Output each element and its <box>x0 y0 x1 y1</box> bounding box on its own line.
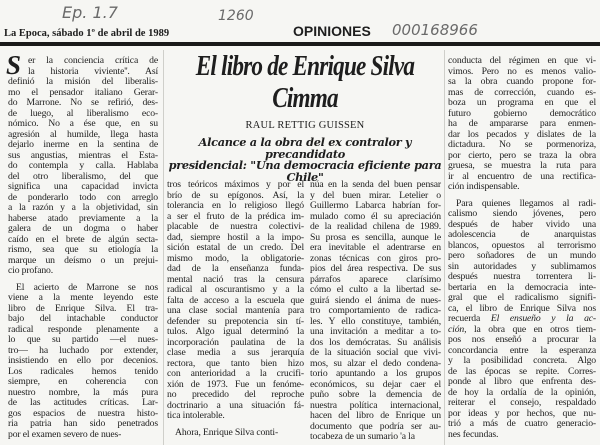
text-line: Para quienes llegamos al radi- <box>456 197 596 209</box>
text-line: era inevitable el adentrarse en <box>310 242 441 253</box>
text-line: incorporación paulatina de la <box>167 336 304 348</box>
text-line: definió la misión del liberalis- <box>8 76 158 87</box>
text-line: y la posibilidad concreta. Algo <box>448 355 596 366</box>
text-line: guirá siendo el ánima de nues- <box>310 294 441 306</box>
text-line: radical responde plenamente a <box>8 323 158 335</box>
column-divider <box>163 50 164 445</box>
text-line: de hoy la ordalía de la opinión, <box>448 386 596 398</box>
text-line: clase media a sus jerarquía <box>167 347 304 358</box>
text-segment: recuerda <box>448 313 491 324</box>
text-column-4 <box>448 56 596 440</box>
text-line: calismo siendo jóvenes, pero <box>448 208 596 219</box>
text-line: tros teóricos máximos y por el <box>167 179 304 190</box>
handwritten-scribble: Ep. 1.7 <box>62 3 118 22</box>
text-line: agresión al humilde, llega hasta <box>8 128 158 140</box>
text-line: nuestra política internacional, <box>310 399 441 411</box>
text-line: El acierto de Marrone se nos <box>16 281 158 293</box>
text-line: ha de ampararse para enmen- <box>448 118 596 129</box>
text-line: zonas técnicas con giros pro- <box>310 252 441 264</box>
text-line: nuestro nombre, la más pura <box>8 386 158 398</box>
text-line: doctrinario a una situación fá- <box>167 399 304 411</box>
text-column-3 <box>310 180 441 443</box>
text-line: vimos. Pero no es menos valio- <box>448 65 596 77</box>
text-line: ir al encuentro de una rectifica- <box>448 170 596 182</box>
title-line: El libro de Enrique Silva <box>195 50 415 82</box>
text-line: párrafos aparece clarísimo <box>310 273 441 285</box>
text-line: gos espacios de nuestra histo- <box>8 407 158 419</box>
text-line: puño sobre la demencia de <box>310 389 441 400</box>
handwritten-number: 1260 <box>218 8 254 24</box>
text-line: rectora, que tanto bien hizo <box>167 357 304 369</box>
text-line: de las actitudes críticas. Lar- <box>8 397 158 408</box>
byline: RAUL RETTIG GUISSEN <box>245 120 365 131</box>
text-line: significa una capacidad invicta <box>8 181 158 192</box>
text-line: Ahora, Enrique Silva conti- <box>175 426 279 438</box>
text-line: después de haber vivido una <box>448 218 596 230</box>
text-line: a la razón y a la objetividad, sin <box>8 202 158 213</box>
text-line: ción indispensable. <box>448 181 520 192</box>
text-line: documento que podría ser au- <box>310 420 441 432</box>
text-line: por ideas y por hechos, que nu- <box>448 407 596 419</box>
text-line: lo que su partido —el nues- <box>8 334 158 345</box>
header-rule <box>0 42 600 46</box>
text-segment: la obra que en otros tiem- <box>466 323 596 335</box>
text-line: rismo, sea que su etiología la <box>8 244 158 255</box>
text-line: núa en la senda del buen pensar <box>310 179 441 190</box>
text-line: ria patria han sido penetrados <box>8 418 158 429</box>
text-line: después nuestra torrentera li- <box>448 271 596 282</box>
text-line: pero soñadores de un mundo <box>448 250 596 261</box>
text-line: no precedido del reproche <box>167 389 304 400</box>
text-line: gruesa, se muestra la ruta para <box>448 160 596 171</box>
text-line: pios del área respectiva. De sus <box>310 263 441 274</box>
text-line: tica intolerable. <box>167 410 225 421</box>
text-line: sin autoridades y sublimamos <box>448 260 596 272</box>
text-line: futuro gobierno democrático <box>448 107 596 119</box>
text-line: sus angustias, mientras el Esta- <box>8 149 158 161</box>
text-line: mo el pensador italiano Gerar- <box>8 86 158 98</box>
text-line: torio apuntando a los grupos <box>310 368 441 379</box>
article-title <box>165 50 445 114</box>
text-line: conducta del régimen en que vi- <box>448 55 596 66</box>
text-line: brío de su epígonos. Así, la <box>167 189 304 201</box>
text-line: Los radicales hemos tenido <box>8 365 158 377</box>
text-line: trió a más de cuatro generacio- <box>448 418 596 429</box>
text-line: hacen del libro de Enrique un <box>310 410 441 421</box>
text-line: insistiendo en ello por decenios. <box>8 355 158 366</box>
text-line: dos los demócratas. Su análisis <box>310 336 441 348</box>
text-line: una clase social mantenía para <box>167 305 304 316</box>
text-line: sición estatal de un credo. Del <box>167 242 304 253</box>
text-line: ponde al libro que enfrenta des- <box>448 376 596 387</box>
text-line: tro— ha luchado por extender, <box>8 344 158 356</box>
text-line: pos nos enseñó a procurar la <box>448 334 596 345</box>
text-line: de las épocas se repite. Corres- <box>448 365 596 377</box>
text-line: caído en el brete de algún secta- <box>8 233 158 245</box>
text-line: por el examen severo de nues- <box>8 428 122 440</box>
text-line: marque un deísmo o un prejui- <box>8 254 158 266</box>
text-line: dictadura. No se pormenoriza, <box>448 139 596 150</box>
text-line: de la realidad chilena de 1989. <box>310 221 441 232</box>
text-line: xión de 1973. Fue un fenóme- <box>167 378 304 390</box>
text-line: y del buen mirar. Letelier o <box>310 189 441 201</box>
article-subtitle <box>165 137 445 183</box>
text-line: de luego, al liberalismo eco- <box>8 107 158 119</box>
text-line: ca, el libro de Enrique Silva nos <box>448 302 596 314</box>
subtitle-line: Alcance a la obra del ex contralor y precandidato <box>198 135 412 161</box>
text-line: cio profano. <box>8 265 54 276</box>
text-line: les. Y ello constituye, también, <box>310 315 441 327</box>
text-line: reiterar el consejo, respaldado <box>448 397 596 408</box>
text-line: Su prosa es sencilla, aunque le <box>310 231 441 243</box>
drop-cap: S <box>6 50 22 80</box>
text-line: do Marrone. No se refirió, des- <box>8 97 158 108</box>
text-line: radical al oscurantismo y a la <box>167 284 304 295</box>
text-line: Guillermo Labarca habrían for- <box>310 200 441 211</box>
text-line: bertaria en la democracia inte- <box>448 281 596 293</box>
subtitle-line: presidencial: "Una democracia eficiente para <box>168 158 442 172</box>
text-line: dad de la enseñanza funda- <box>167 263 304 274</box>
text-line: tolerancia en lo religioso llegó <box>167 200 304 211</box>
text-line: siempre, en coherencia con <box>8 376 158 387</box>
handwritten-archive-code: 000168966 <box>392 21 478 39</box>
text-line: mental nació tras la censura <box>167 273 304 285</box>
title-line: Cimma <box>272 82 338 114</box>
text-line: sa la obra cuando propone for- <box>448 76 596 87</box>
text-line: tocabeza de un sumario 'a la <box>310 431 415 442</box>
text-line: cómo el culto a la libertad se- <box>310 284 441 295</box>
text-line: tulos. Algo igual determinó la <box>167 326 304 337</box>
text-line: defender su prepotencia sin tí- <box>167 315 304 327</box>
text-line: del otro liberalismo, del que <box>8 170 158 182</box>
text-line: placable de nuestra colectivi- <box>167 221 304 232</box>
text-line: nómico. No a ése que, en su <box>8 118 158 129</box>
text-line: nes fecundas. <box>448 428 499 440</box>
text-line: dar los pecados y dislates de la <box>448 128 596 140</box>
text-line: concordancia entre la esperanza <box>448 344 596 356</box>
text-line: con anterioridad a la crucifi- <box>167 368 304 379</box>
text-line: dejarlo inerme en la sentina de <box>8 139 158 150</box>
section-title: OPINIONES <box>293 23 371 39</box>
text-line: económicos, su dejar caer el <box>310 378 441 390</box>
book-title: ción, <box>448 323 467 335</box>
text-line: de la situación social que vivi- <box>310 347 441 358</box>
text-line: mismo modo, la obligatorie- <box>167 252 304 264</box>
text-line: galera de un dogma o haber <box>8 223 158 234</box>
subtitle-line: Chile" <box>286 169 324 184</box>
text-line: mas de corrección, cuando es- <box>448 86 596 98</box>
text-line: adolescencia de anarquistas <box>448 229 596 240</box>
text-line: boza un programa en que el <box>448 97 596 108</box>
text-line: bajo del intachable conductor <box>8 313 158 324</box>
text-line: er la conciencia crítica de <box>28 55 158 66</box>
text-line: haberse atado previamente a la <box>8 212 158 224</box>
text-line: por cierto, pero se traza la obra <box>448 149 596 161</box>
text-column-2 <box>167 180 304 438</box>
text-line: una invitación a meditar a to- <box>310 326 441 337</box>
text-line: de ponderarlo todo con arreglo <box>8 191 158 203</box>
text-line: mulado como él su apreciación <box>310 210 441 222</box>
book-title: El ensueño y la ac- <box>490 313 596 324</box>
text-line: dad, siempre hostil a la impo- <box>167 231 304 243</box>
text-line: viene a la mente leyendo este <box>8 292 158 303</box>
text-line: falta de acceso a la escuela que <box>167 294 304 306</box>
text-line: tro comportamiento de radica- <box>310 305 441 316</box>
text-line: a ser el fruto de la prédica im- <box>167 210 304 222</box>
text-line: la historia viviente''. Así <box>28 65 158 77</box>
text-line: blancos, opuestos al terrorismo <box>448 239 596 251</box>
text-column-1 <box>6 50 158 440</box>
text-line: do contempla y calla. Hablaba <box>8 160 158 171</box>
text-line: gral que el radicalismo signifi- <box>448 292 596 303</box>
text-line: libro de Enrique Silva. El tra- <box>8 302 158 314</box>
dateline: La Epoca, sábado 1º de abril de 1989 <box>4 28 170 39</box>
text-line: mos, su alzar el dedo condena- <box>310 357 441 369</box>
